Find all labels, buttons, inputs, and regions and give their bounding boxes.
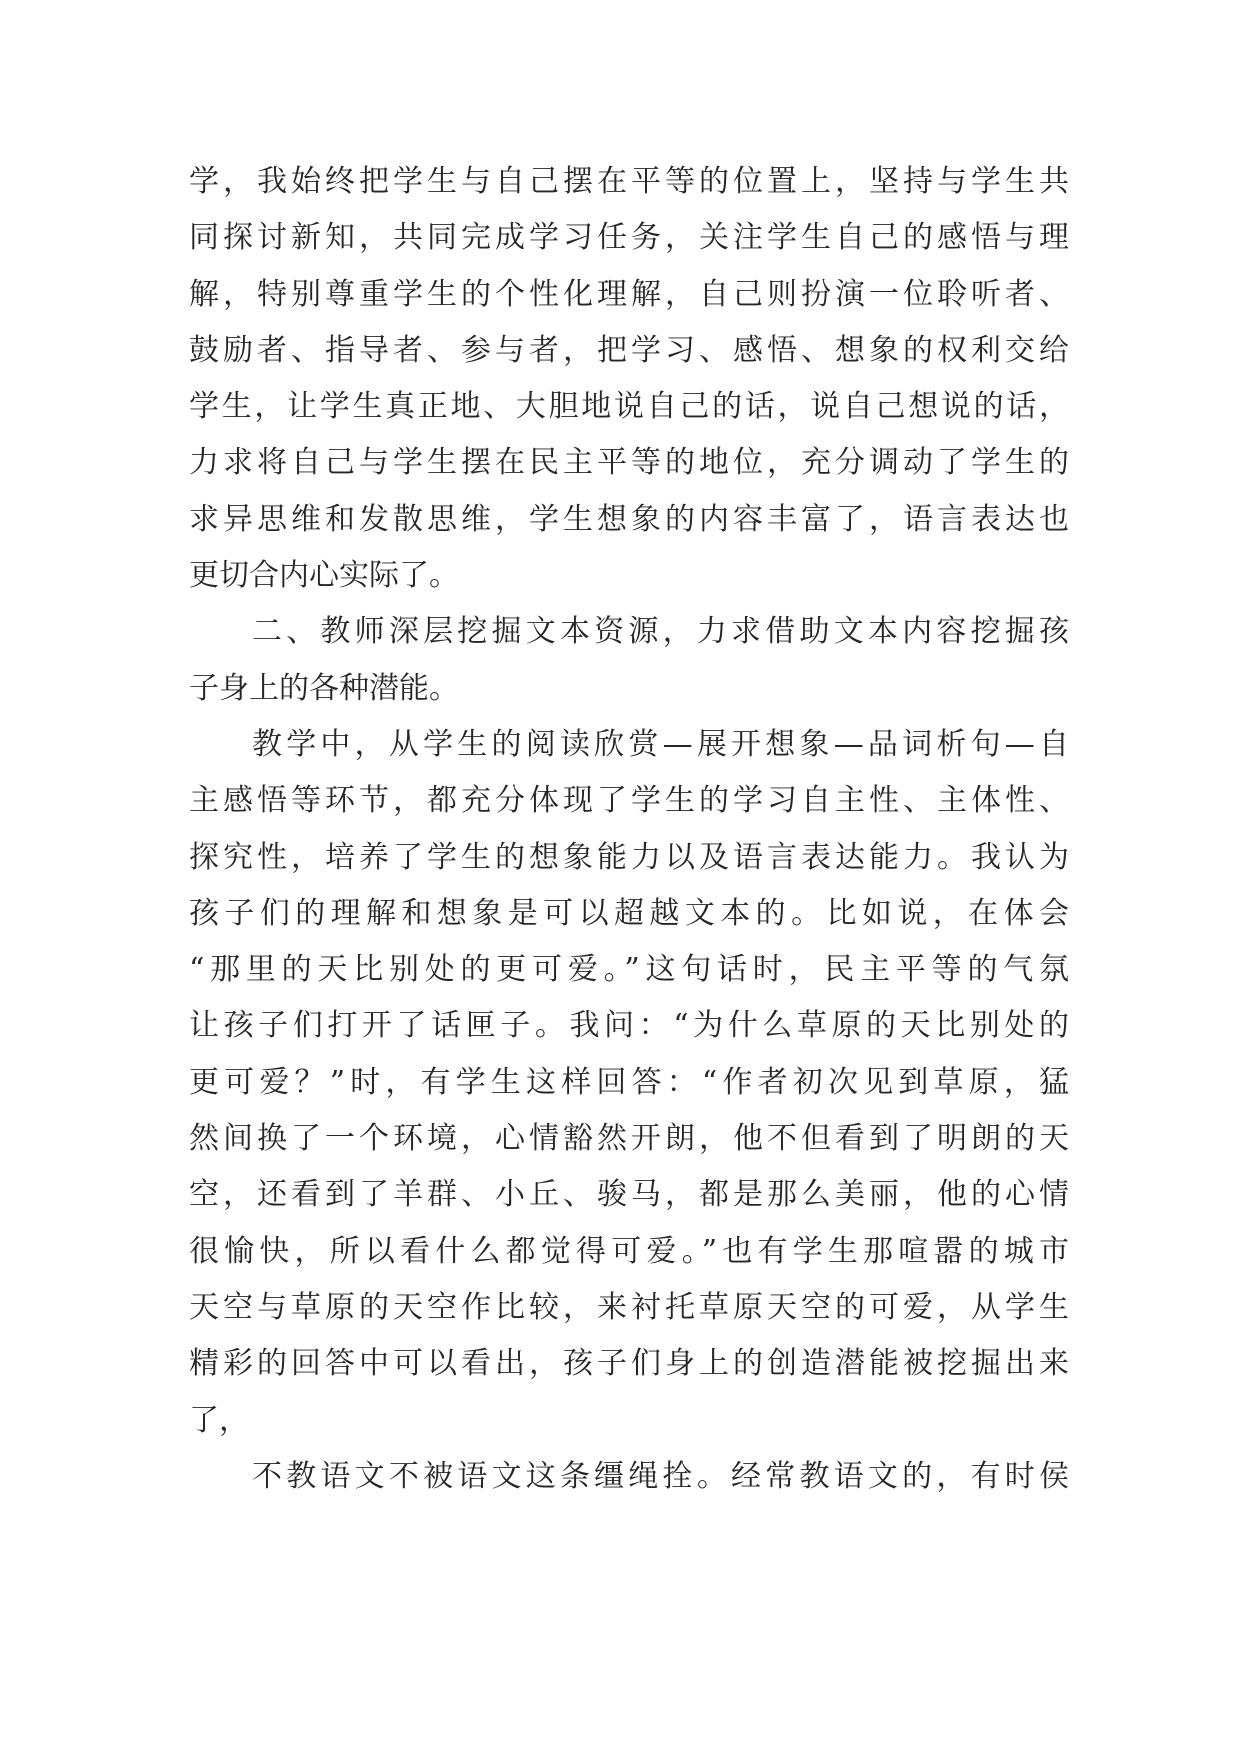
text-line: 天空与草原的天空作比较，来衬托草原天空的可爱，从学生 (189, 1289, 1069, 1325)
text-line: 了， (189, 1402, 249, 1438)
text-line: 力求将自己与学生摆在民主平等的地位，充分调动了学生的 (189, 445, 1069, 481)
text-line: 求异思维和发散思维，学生想象的内容丰富了，语言表达也 (189, 501, 1069, 537)
text-line: 精彩的回答中可以看出，孩子们身上的创造潜能被挖掘出来 (189, 1346, 1069, 1382)
text-line: 不教语文不被语文这条缰绳拴。经常教语文的，有时侯 (252, 1458, 1069, 1494)
text-line: 探究性，培养了学生的想象能力以及语言表达能力。我认为 (189, 839, 1069, 875)
text-line: 更切合内心实际了。 (189, 558, 459, 594)
text-line: 同探讨新知，共同完成学习任务，关注学生自己的感悟与理 (189, 220, 1069, 256)
text-line: 更可爱？”时，有学生这样回答：“作者初次见到草原，猛 (189, 1064, 1069, 1100)
text-line: 教学中，从学生的阅读欣赏—展开想象—品词析句—自 (252, 726, 1069, 762)
text-line: 鼓励者、指导者、参与者，把学习、感悟、想象的权利交给 (189, 332, 1069, 368)
text-line: 让孩子们打开了话匣子。我问：“为什么草原的天比别处的 (189, 1008, 1069, 1044)
text-line: 孩子们的理解和想象是可以超越文本的。比如说，在体会 (189, 895, 1069, 931)
text-line: 主感悟等环节，都充分体现了学生的学习自主性、主体性、 (189, 783, 1069, 819)
text-line: 学，我始终把学生与自己摆在平等的位置上，坚持与学生共 (189, 164, 1069, 199)
text-line: 然间换了一个环境，心情豁然开朗，他不但看到了明朗的天 (189, 1121, 1069, 1157)
text-line: 很愉快，所以看什么都觉得可爱。”也有学生那喧嚣的城市 (189, 1233, 1069, 1269)
text-line: 解，特别尊重学生的个性化理解，自己则扮演一位聆听者、 (189, 276, 1069, 312)
text-line: “那里的天比别处的更可爱。”这句话时，民主平等的气氛 (189, 952, 1069, 988)
body-text (189, 154, 1069, 1505)
text-line: 空，还看到了羊群、小丘、骏马，都是那么美丽，他的心情 (189, 1177, 1069, 1213)
text-line: 学生，让学生真正地、大胆地说自己的话，说自己想说的话， (189, 389, 1069, 425)
section-heading-line: 子身上的各种潜能。 (189, 670, 459, 706)
section-heading-line: 二、教师深层挖掘文本资源，力求借助文本内容挖掘孩 (252, 614, 1069, 650)
